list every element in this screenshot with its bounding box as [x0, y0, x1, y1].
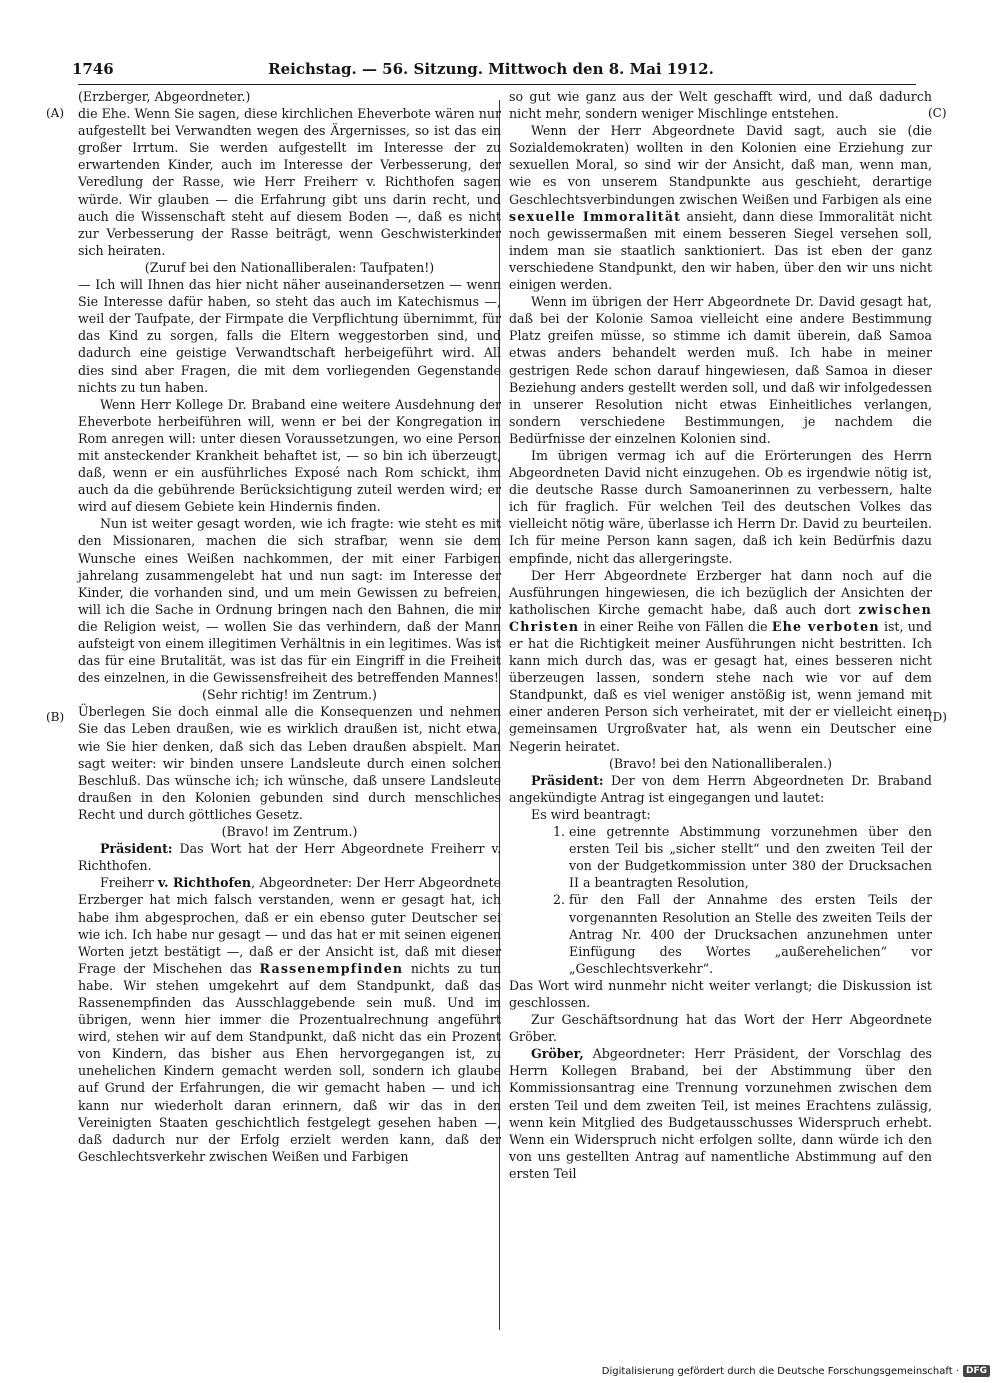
dfg-logo: DFG	[963, 1365, 990, 1377]
running-title: Reichstag. — 56. Sitzung. Mittwoch den 8. Mai 1912.	[268, 60, 714, 78]
paragraph-text: in einer Reihe von Fällen die	[579, 618, 772, 634]
interjection: (Sehr richtig! im Zentrum.)	[202, 687, 377, 703]
motion-item: 2. für den Fall der Annahme des ersten Teils der vorgenannten Resolution an Stelle des zweiten Teils der Antrag Nr. 400 der Drucksachen anzunehmen unter Einfügung des Wortes „außerehelichen“ vor „Geschlechtsverkehr“.	[569, 891, 932, 976]
speaker-paragraph	[509, 772, 932, 806]
paragraph: Überlegen Sie doch einmal alle die Konsequenzen und nehmen Sie das Leben draußen, wie es wirklich draußen ist, nicht etwa, wie Sie hier denken, daß sich das Leben draußen abspielt. Man sagt weiter: wir binden unsere Landsleute durch einen solchen Beschluß. Das wünsche ich; ich wünsche, daß unsere Landsleute draußen in den Kolonien gebunden sind durch menschliches Recht und durch göttliches Gesetz.	[78, 704, 501, 822]
margin-marker-b: (B)	[46, 710, 65, 724]
paragraph	[509, 122, 932, 293]
funding-note: Digitalisierung gefördert durch die Deutsche Forschungsgemeinschaft ·	[601, 1365, 959, 1377]
paragraph: Wenn Herr Kollege Dr. Braband eine weitere Ausdehnung der Eheverbote herbeiführen will, wenn er bei der Kongregation in Rom anregen will: unter diesen Voraussetzungen, wo eine Person mit ansteckender Krankheit behaftet ist, — so bin ich überzeugt, daß, wenn er ein ausführliches Exposé nach Rom schickt, ihm auch da die gebührende Berücksichtigung zuteil werden wird; er wird auf diesem Gebiete kein Hindernis finden.	[78, 396, 501, 515]
emphasis: Rassenempfinden	[259, 960, 404, 976]
motion-intro: Es wird beantragt:	[531, 806, 651, 822]
speech-text: nichts zu tun habe. Wir stehen umgekehrt auf dem Standpunkt, daß das Rassenempfinden das Ausschlaggebende sein muß. Und im übrigen, wenn hier immer die Prozentualrechnung angeführt wird, stehen wir auf dem Standpunkt, daß nicht das ein Prozent von Kindern, das bisher aus Ehen hervorgegangen ist, zu unehelichen Kindern gemacht werden soll, sondern ich glaube auf Grund der Erfahrungen, die wir gemacht haben — und ich kann nur wiederholt daran erinnern, daß wir das in den Vereinigten Staaten geschichtlich festgelegt gesehen haben —, daß dadurch nur der Erfolg erzielt werden kann, daß der Geschlechtsverkehr zwischen Weißen und Farbigen	[78, 960, 501, 1164]
speaker-paragraph	[78, 874, 501, 1165]
right-column	[509, 88, 932, 1182]
speaker-paragraph	[509, 1045, 932, 1182]
speech-text: Der von dem Herrn Abgeordneten Dr. Braband angekündigte Antrag ist eingegangen und lautet:	[509, 772, 932, 805]
paragraph-text: ansieht, dann diese Immoralität nicht noch gewissermaßen mit einem besseren Siegel versehen soll, indem man sie staatlich sanktioniert. Das ist eben der ganz verschiedene Standpunkt, den wir haben, über den wir uns nicht einigen werden.	[509, 208, 932, 293]
paragraph: Nun ist weiter gesagt worden, wie ich fragte: wie steht es mit den Missionaren, machen die sich strafbar, wenn sie dem Wunsche eines Weißen nachkommen, der mit einer Farbigen jahrelang zusammengelebt hat und nun sagt: im Interesse der Kinder, die vorhanden sind, und um mein Gewissen zu befreien, will ich die Sache in Ordnung bringen nach den Bahnen, die mir die Religion weist, — wollen Sie das verhindern, daß der Mann aufsteigt von einem illegitimen Verhältnis in ein legitimes. Was ist das für eine Brutalität, was ist das für ein Eingriff in die Freiheit des einzelnen, in die Gewissensfreiheit des betreffenden Mannes!	[78, 516, 501, 686]
speech-text: , Abgeordneter: Der Herr Abgeordnete Erzberger hat mich falsch verstanden, wenn er gesagt hat, ich habe ihm abgesprochen, daß er ein ebenso guter Deutscher sei wie ich. Ich habe nur gesagt — und das hat er mit seinen eigenen Worten jetzt bestätigt —, daß er der Ansicht ist, daß mit dieser Frage der Mischehen das	[78, 875, 501, 976]
paragraph: Wenn im übrigen der Herr Abgeordnete Dr. David gesagt hat, daß bei der Kolonie Samoa vielleicht eine andere Bestimmung Platz greifen müsse, so stimme ich damit überein, daß Samoa etwas anders behandelt werden muß. Ich habe in meiner gestrigen Rede schon darauf hingewiesen, daß Samoa in dieser Beziehung anders gestellt werden soll, und daß wir infolgedessen in unserer Resolution nicht etwas Einheitliches verlangen, sondern verschiedene Bestimmungen, je nachdem die Bedürfnisse der einzelnen Kolonien sind.	[509, 294, 932, 446]
page-number: 1746	[72, 60, 114, 78]
header-rule	[78, 84, 916, 85]
motion-item: 1. eine getrennte Abstimmung vorzunehmen über den ersten Teil bis „sicher stellt“ und den zweiten Teil der von der Budgetkommission unter 380 der Drucksachen II a beantragten Resolution,	[569, 823, 932, 891]
speaker-name: v. Richthofen	[158, 875, 252, 891]
emphasis: zwischen Christen	[509, 601, 932, 634]
speaker-paragraph	[78, 840, 501, 874]
paragraph: Im übrigen vermag ich auf die Erörterungen des Herrn Abgeordneten David nicht einzugehen. Ob es irgendwie nötig ist, die deutsche Rasse durch Samoanerinnen zu verbessern, halte ich für fraglich. Für welchen Teil des deutschen Volkes das vielleicht nötig wäre, überlasse ich Herrn Dr. David zu beurteilen. Ich für meine Person kann sagen, daß ich kein Bedürfnis dazu empfinde, nicht das allergeringste.	[509, 447, 932, 566]
emphasis: sexuelle Immoralität	[509, 208, 682, 224]
paragraph: so gut wie ganz aus der Welt geschafft wird, und daß dadurch nicht mehr, sondern weniger Mischlinge entstehen.	[509, 89, 932, 122]
interjection: (Zuruf bei den Nationalliberalen: Taufpaten!)	[144, 259, 435, 275]
paragraph-text: ist, und er hat die Richtigkeit meiner Ausführungen nicht bestritten. Ich kann mich durch das, was er gesagt hat, eines besseren nicht überzeugen lassen, sondern stehe nach wie vor auf dem Standpunkt, daß es viel weniger anstößig ist, wenn jemand mit einer anderen Person sich verheiratet, mit der er vielleicht einen gemeinsamen Urgroßvater hat, als wenn ein Deutscher eine Negerin heiratet.	[509, 618, 932, 754]
margin-marker-a: (A)	[46, 106, 65, 120]
speaker-title: Freiherr	[100, 875, 159, 891]
speaker-name: Präsident:	[531, 772, 604, 788]
margin-marker-c: (C)	[928, 106, 947, 120]
speech-text: Abgeordneter: Herr Präsident, der Vorschlag des Herrn Kollegen Braband, bei der Abstimmung über den Kommissionsantrag eine Trennung vorzunehmen zwischen dem ersten Teil und dem zweiten Teil, ist meines Erachtens zulässig, wenn kein Mitglied des Budgetausschusses Widerspruch erhebt. Wenn ein Widerspruch nicht erfolgen sollte, dann würde ich den von uns gestellten Antrag auf namentliche Abstimmung auf den ersten Teil	[509, 1046, 932, 1181]
footer	[602, 1365, 990, 1377]
speech-text: Das Wort hat der Herr Abgeordnete Freiherr v. Richthofen.	[78, 841, 501, 874]
speaker-continuation: (Erzberger, Abgeordneter.)	[78, 89, 251, 104]
paragraph: Zur Geschäftsordnung hat das Wort der Herr Abgeordnete Gröber.	[509, 1012, 932, 1045]
emphasis: Ehe verboten	[771, 618, 880, 634]
page-header	[72, 60, 910, 84]
interjection: (Bravo! bei den Nationalliberalen.)	[608, 755, 833, 771]
speaker-name: Präsident:	[100, 841, 173, 857]
paragraph	[509, 567, 932, 755]
margin-marker-d: (D)	[928, 710, 947, 724]
paragraph: — Ich will Ihnen das hier nicht näher auseinandersetzen — wenn Sie Interesse dafür haben, so steht das auch im Katechismus —, weil der Taufpate, der Firmpate die Verpflichtung übernimmt, für das Kind zu sorgen, falls die Eltern weggestorben sind, und dadurch eine geistige Verwandtschaft herbeigeführt wird. All dies sind aber Fragen, die mit dem vorliegenden Gegenstande nichts zu tun haben.	[78, 277, 501, 395]
speaker-name: Gröber,	[531, 1046, 584, 1062]
motion-list	[509, 823, 932, 977]
paragraph-text: Der Herr Abgeordnete Erzberger hat dann noch auf die Ausführungen hingewiesen, die ich bezüglich der Ansichten der katholischen Kirche gemacht habe, daß auch dort	[509, 567, 932, 617]
paragraph: die Ehe. Wenn Sie sagen, diese kirchlichen Eheverbote wären nur aufgestellt bei Verwandten wegen des Ärgernisses, so ist das ein großer Irrtum. Sie werden aufgestellt im Interesse der zu erwartenden Kinder, auch im Interesse der Verbesserung, der Veredlung der Rasse, wie Herr Freiherr v. Richthofen sagen würde. Wir glauben — die Erfahrung gibt uns darin recht, und auch die Wissenschaft steht auf diesem Boden —, daß es nicht zur Verbesserung der Rasse beiträgt, wenn Geschwisterkinder sich heiraten.	[78, 106, 501, 258]
paragraph-text: Wenn der Herr Abgeordnete David sagt, auch sie (die Sozialdemokraten) wollten in den Kolonien eine Erziehung zur sexuellen Moral, so sind wir der Ansicht, daß man, wenn man, wie es von unserem Standpunkte aus geschieht, derartige Geschlechtsverbindungen zwischen Weißen und Farbigen als eine	[509, 123, 932, 207]
interjection: (Bravo! im Zentrum.)	[221, 824, 358, 840]
paragraph: Das Wort wird nunmehr nicht weiter verlangt; die Diskussion ist geschlossen.	[509, 977, 932, 1010]
left-column	[78, 88, 501, 1165]
